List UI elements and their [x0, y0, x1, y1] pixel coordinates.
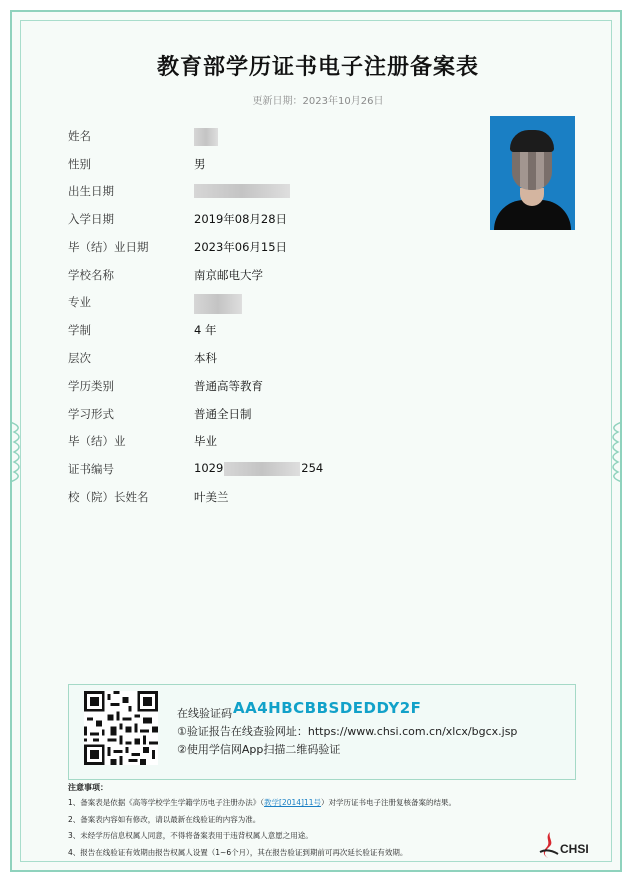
field-label: 证书编号 [68, 462, 114, 476]
student-photo [490, 116, 575, 230]
field-value-redacted [194, 183, 290, 198]
field-label: 学历类别 [68, 379, 114, 393]
note-text: 1、备案表是依据《高等学校学生学籍学历电子注册办法》（ [68, 798, 265, 807]
verification-code-label: 在线验证码 [177, 707, 232, 720]
note-item [68, 797, 456, 808]
field-value: 本科 [194, 351, 217, 365]
field-label: 学校名称 [68, 268, 114, 282]
chsi-logo [538, 830, 592, 864]
field-value [194, 461, 323, 476]
chsi-logo-text: CHSI [560, 842, 589, 856]
field-label: 学习形式 [68, 407, 114, 421]
notes-title: 注意事项： [68, 783, 108, 792]
regulation-link[interactable]: 教学[2014]11号 [264, 798, 322, 807]
note-text: ）对学历证书电子注册复核备案的结果。 [321, 798, 457, 807]
field-value: 2019年08月28日 [194, 212, 288, 226]
field-value: 4 年 [194, 323, 217, 337]
field-value: 南京邮电大学 [194, 268, 263, 282]
field-value: 普通全日制 [194, 407, 252, 421]
field-label: 层次 [68, 351, 91, 365]
registration-form [10, 10, 622, 872]
note-text: 2、备案表内容如有修改，请以最新在线验证的内容为准。 [68, 815, 261, 824]
field-label: 入学日期 [68, 212, 114, 226]
note-item [68, 814, 260, 825]
field-label: 姓名 [68, 129, 91, 143]
chsi-flame-icon [538, 830, 560, 860]
field-label: 毕（结）业 [68, 434, 126, 448]
page-title: 教育部学历证书电子注册备案表 [156, 55, 479, 80]
field-label: 毕（结）业日期 [68, 240, 149, 254]
field-label: 校（院）长姓名 [68, 490, 149, 504]
decorative-wave-left [10, 422, 26, 482]
note-item [68, 847, 407, 858]
verification-box [68, 684, 576, 780]
verification-code: AA4HBCBBSDEDDY2F [233, 699, 422, 717]
verification-app-text: ②使用学信网App扫描二维码验证 [177, 743, 341, 756]
field-value-redacted [194, 128, 218, 146]
field-value-redacted [194, 294, 242, 314]
field-value: 普通高等教育 [194, 379, 263, 393]
field-label: 出生日期 [68, 184, 114, 198]
note-text: 4、报告在线验证有效期由报告权属人设置（1~6个月），其在报告验证到期前可再次延长验证有效期。 [68, 848, 408, 857]
cert-redacted [224, 462, 300, 476]
note-text: 3、未经学历信息权属人同意，不得将备案表用于违背权属人意愿之用途。 [68, 831, 313, 840]
note-item [68, 830, 313, 841]
verification-url-text[interactable]: ①验证报告在线查验网址：https://www.chsi.com.cn/xlcx/bgcx.jsp [177, 725, 518, 738]
cert-prefix: 1029 [194, 461, 224, 475]
field-value: 叶美兰 [194, 490, 229, 504]
photo-hair [510, 130, 554, 152]
field-label: 性别 [68, 157, 91, 171]
field-label: 专业 [68, 295, 91, 309]
update-date: 更新日期：2023年10月26日 [252, 96, 384, 107]
field-value: 毕业 [194, 434, 217, 448]
qr-code-icon[interactable] [84, 691, 158, 765]
cert-suffix: 254 [301, 461, 324, 475]
field-value: 2023年06月15日 [194, 240, 288, 254]
decorative-wave-right [606, 422, 622, 482]
field-label: 学制 [68, 323, 91, 337]
field-value: 男 [194, 157, 206, 171]
